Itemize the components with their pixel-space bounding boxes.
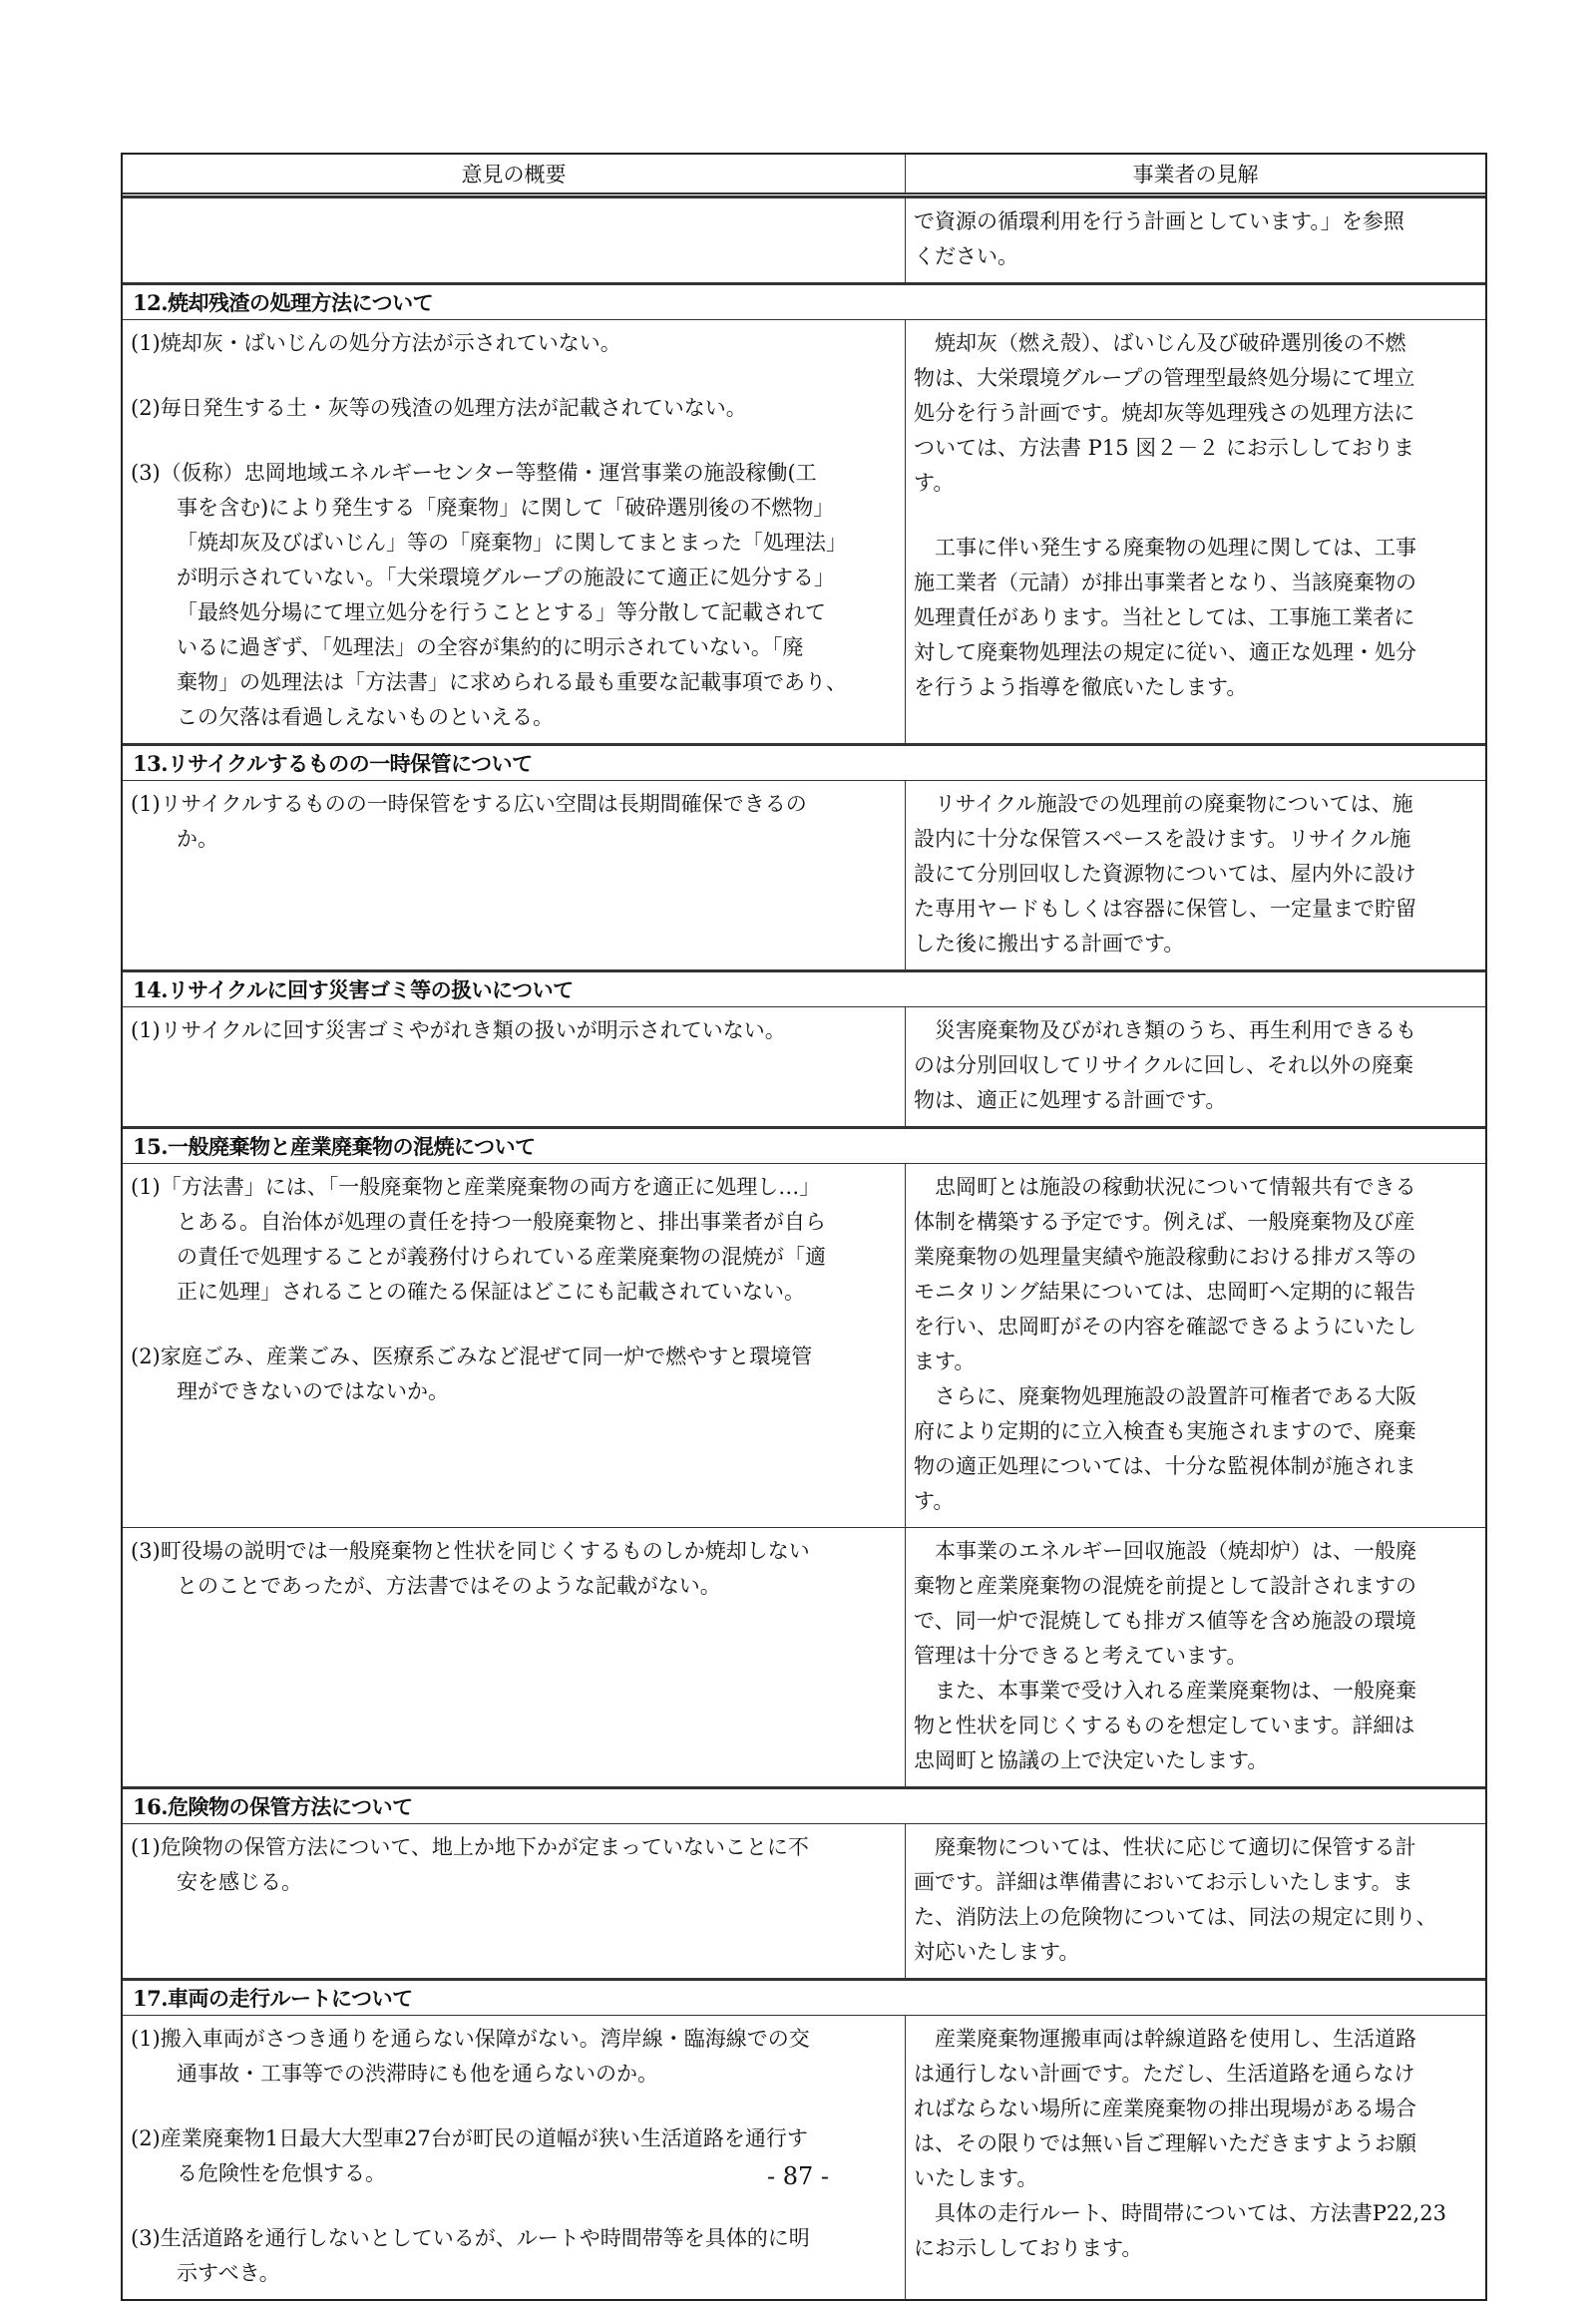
text-line: 対して廃棄物処理法の規定に従い、適正な処理・処分: [914, 640, 1416, 664]
section-heading: 12.焼却残渣の処理方法について: [123, 282, 1485, 319]
text-line: 管理は十分できると考えています。: [914, 1644, 1248, 1668]
text-line: ついては、方法書 P15 図２－２ にお示ししておりま: [914, 436, 1414, 460]
response-cell: [906, 1164, 1485, 1527]
text-line: を行い、忠岡町がその内容を確認できるようにいたし: [914, 1315, 1416, 1339]
text-line: の責任で処理することが義務付けられている産業廃棄物の混焼が「適: [177, 1245, 826, 1269]
text-line: した後に搬出する計画です。: [914, 932, 1185, 956]
text-line: 府により定期的に立入検査も実施されますので、廃棄: [914, 1419, 1416, 1443]
text-line: で資源の循環利用を行う計画としています。」を参照: [914, 209, 1404, 233]
opinion-cell: [123, 1007, 906, 1126]
text-line: いたします。: [914, 2166, 1038, 2190]
opinion-cell: [123, 1164, 906, 1527]
text-line: ます。: [914, 1349, 976, 1373]
section-heading: 16.危険物の保管方法について: [123, 1786, 1485, 1823]
text-line: 設にて分別回収した資源物については、屋内外に設け: [914, 862, 1416, 886]
response-cell: [906, 2016, 1485, 2299]
text-line: (1)リサイクルするものの一時保管をする広い空間は長期間確保できるの: [131, 792, 807, 816]
text-line: [131, 426, 899, 456]
text-line: る危険性を危惧する。: [177, 2161, 386, 2185]
text-line: 廃棄物については、性状に応じて適切に保管する計: [914, 1835, 1416, 1859]
text-line: 設内に十分な保管スペースを設けます。リサイクル施: [914, 827, 1411, 851]
table-body: [123, 197, 1485, 2299]
text-line: 画です。詳細は準備書においてお示しいたします。ま: [914, 1870, 1413, 1894]
text-line: 物は、適正に処理する計画です。: [914, 1088, 1227, 1112]
text-line: 対応いたします。: [914, 1940, 1080, 1964]
opinion-cell: [123, 2016, 906, 2299]
section-heading: 15.一般廃棄物と産業廃棄物の混焼について: [123, 1126, 1485, 1163]
response-cell: [906, 1007, 1485, 1126]
text-line: [914, 501, 1479, 531]
text-line: 忠岡町と協議の上で決定いたします。: [914, 1748, 1269, 1772]
text-line: で、同一炉で混焼しても排ガス値等を含め施設の環境: [914, 1609, 1416, 1633]
text-line: [131, 361, 899, 391]
response-cell: [906, 781, 1485, 969]
text-line: のは分別回収してリサイクルに回し、それ以外の廃棄: [914, 1053, 1414, 1077]
text-line: ください。: [914, 244, 1018, 268]
opinion-cell: [123, 1824, 906, 1978]
table-row: [123, 1823, 1485, 1978]
text-line: 物の適正処理については、十分な監視体制が施されま: [914, 1454, 1416, 1478]
text-line: 業廃棄物の処理量実績や施設稼動における排ガス等の: [914, 1245, 1416, 1269]
text-line: (1)搬入車両がさつき通りを通らない保障がない。湾岸線・臨海線での交: [131, 2027, 810, 2051]
text-line: 物と性状を同じくするものを想定しています。詳細は: [914, 1714, 1415, 1737]
table-row: [123, 197, 1485, 282]
table-row: [123, 780, 1485, 969]
text-line: (3)（仮称）忠岡地域エネルギーセンター等整備・運営事業の施設稼働(工: [131, 461, 817, 485]
text-line: 焼却灰（燃え殻）、ばいじん及び破砕選別後の不燃: [914, 331, 1406, 355]
header-opinion-summary: 意見の概要: [123, 155, 906, 192]
text-line: を行うよう指導を徹底いたします。: [914, 675, 1248, 699]
text-line: た専用ヤードもしくは容器に保管し、一定量まで貯留: [914, 897, 1416, 921]
text-line: 具体の走行ルート、時間帯については、方法書P22,23: [914, 2201, 1446, 2225]
opinion-cell: [123, 198, 906, 282]
response-cell: [906, 320, 1485, 743]
page-number: - 87 -: [766, 2162, 829, 2190]
text-line: す。: [914, 1489, 955, 1513]
opinion-cell: [123, 1528, 906, 1786]
text-line: 棄物」の処理法は「方法書」に求められる最も重要な記載事項であり、: [177, 670, 847, 694]
text-line: とのことであったが、方法書ではそのような記載がない。: [177, 1574, 721, 1598]
text-line: さらに、廃棄物処理施設の設置許可権者である大阪: [914, 1384, 1416, 1408]
text-line: [131, 2191, 899, 2221]
section-heading: 14.リサイクルに回す災害ゴミ等の扱いについて: [123, 969, 1485, 1006]
text-line: 示すべき。: [177, 2261, 280, 2285]
header-business-view: 事業者の見解: [1132, 163, 1259, 187]
text-line: とある。自治体が処理の責任を持つ一般廃棄物と、排出事業者が自ら: [177, 1210, 826, 1234]
text-line: た、消防法上の危険物については、同法の規定に則り、: [914, 1905, 1437, 1929]
table-header: [123, 155, 1485, 197]
text-line: 忠岡町とは施設の稼動状況について情報共有できる: [914, 1175, 1416, 1199]
opinion-cell: [123, 320, 906, 743]
text-line: 「焼却灰及びばいじん」等の「廃棄物」に関してまとまった「処理法」: [177, 531, 847, 555]
text-line: (2)毎日発生する土・灰等の残渣の処理方法が記載されていない。: [131, 396, 747, 420]
text-line: ればならない場所に産業廃棄物の排出現場がある場合: [914, 2097, 1416, 2120]
text-line: は、その限りでは無い旨ご理解いただきますようお願: [914, 2131, 1416, 2155]
text-line: 処分を行う計画です。焼却灰等処理残さの処理方法に: [914, 401, 1415, 425]
text-line: (1)危険物の保管方法について、地上か地下かが定まっていないことに不: [131, 1835, 809, 1859]
text-line: リサイクル施設での処理前の廃棄物については、施: [914, 792, 1413, 816]
text-line: モニタリング結果については、忠岡町へ定期的に報告: [914, 1280, 1416, 1304]
text-line: (2)産業廃棄物1日最大大型車27台が町民の道幅が狭い生活道路を通行す: [131, 2126, 808, 2150]
text-line: 処理責任があります。当社としては、工事施工業者に: [914, 605, 1415, 629]
text-line: が明示されていない。「大栄環境グループの施設にて適正に処分する」: [177, 566, 835, 589]
text-line: (2)家庭ごみ、産業ごみ、医療系ごみなど混ぜて同一炉で燃やすと環境管: [131, 1344, 813, 1368]
response-cell: [906, 1824, 1485, 1978]
text-line: は通行しない計画です。ただし、生活道路を通らなけ: [914, 2062, 1415, 2086]
text-line: 体制を構築する予定です。例えば、一般廃棄物及び産: [914, 1210, 1415, 1234]
table-row: [123, 319, 1485, 743]
text-line: いるに過ぎず、「処理法」の全容が集約的に明示されていない。「廃: [177, 635, 804, 659]
text-line: また、本事業で受け入れる産業廃棄物は、一般廃棄: [914, 1679, 1416, 1703]
table-row: [123, 1163, 1485, 1527]
text-line: (3)生活道路を通行しないとしているが、ルートや時間帯等を具体的に明: [131, 2226, 810, 2250]
section-heading: 13.リサイクルするものの一時保管について: [123, 743, 1485, 780]
text-line: 通事故・工事等での渋滞時にも他を通らないのか。: [177, 2062, 658, 2086]
text-line: 正に処理」されることの確たる保証はどこにも記載されていない。: [177, 1280, 805, 1304]
text-line: にお示ししております。: [914, 2236, 1143, 2260]
text-line: 安を感じる。: [177, 1870, 302, 1894]
text-line: 施工業者（元請）が排出事業者となり、当該廃棄物の: [914, 571, 1416, 594]
opinion-response-table: [121, 153, 1487, 2301]
text-line: 事を含む)により発生する「廃棄物」に関して「破砕選別後の不燃物」: [177, 496, 835, 520]
text-line: [131, 1310, 899, 1340]
section-heading: 17.車両の走行ルートについて: [123, 1978, 1485, 2015]
text-line: 工事に伴い発生する廃棄物の処理に関しては、工事: [914, 536, 1416, 560]
text-line: (3)町役場の説明では一般廃棄物と性状を同じくするものしか焼却しない: [131, 1539, 810, 1563]
text-line: 物は、大栄環境グループの管理型最終処分場にて埋立: [914, 366, 1415, 390]
text-line: 産業廃棄物運搬車両は幹線道路を使用し、生活道路: [914, 2027, 1416, 2051]
text-line: (1)リサイクルに回す災害ゴミやがれき類の扱いが明示されていない。: [131, 1018, 786, 1042]
text-line: 災害廃棄物及びがれき類のうち、再生利用できるも: [914, 1018, 1416, 1042]
opinion-cell: [123, 781, 906, 969]
response-cell: [906, 198, 1485, 282]
text-line: 理ができないのではないか。: [177, 1379, 449, 1403]
text-line: 棄物と産業廃棄物の混焼を前提として設計されますの: [914, 1574, 1416, 1598]
text-line: (1)焼却灰・ばいじんの処分方法が示されていない。: [131, 331, 621, 355]
text-line: 本事業のエネルギー回収施設（焼却炉）は、一般廃: [914, 1539, 1416, 1563]
table-row: [123, 1527, 1485, 1786]
text-line: す。: [914, 471, 955, 495]
response-cell: [906, 1528, 1485, 1786]
text-line: [131, 2092, 899, 2121]
text-line: 「最終処分場にて埋立処分を行うこととする」等分散して記載されて: [177, 600, 826, 624]
text-line: (1)「方法書」には、「一般廃棄物と産業廃棄物の両方を適正に処理し…」: [131, 1175, 821, 1199]
table-row: [123, 2015, 1485, 2299]
text-line: か。: [177, 827, 218, 851]
table-row: [123, 1006, 1485, 1126]
text-line: この欠落は看過しえないものといえる。: [177, 705, 554, 729]
